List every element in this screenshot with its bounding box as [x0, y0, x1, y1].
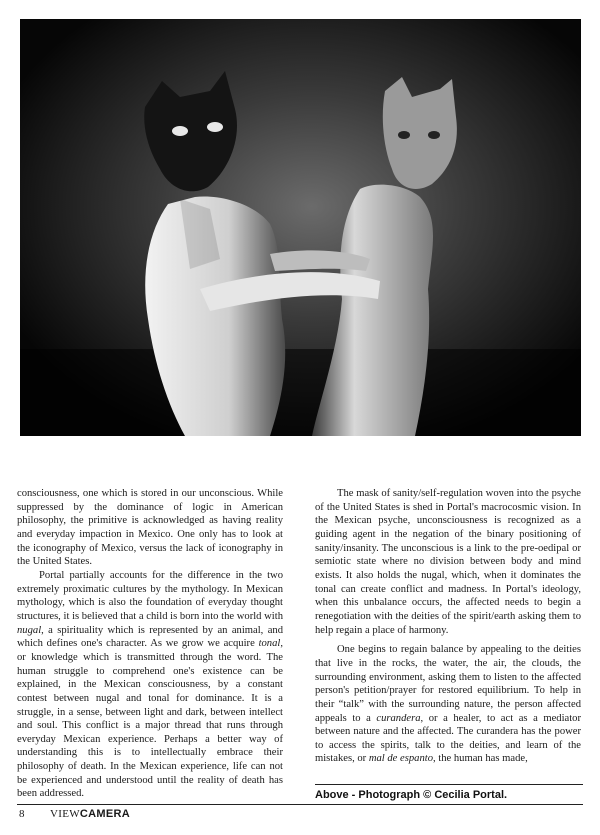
left-paragraph-2: Portal partially accounts for the difference in the two extremely proximatic cultures by the mythology. In Mexican mythology, which is also the foundation of everyday thought structures, it is believed that a child is born into the world with nugal, a spirituality which is represented by an animal, and which defines one's character. As we grow we acquire tonal, or knowledge which is transmitted through the word. The human struggle to comprehend one's existence can be explained, in the Mexican consciousness, by a constant contest between nugal and tonal for dominance. It is a struggle, in a sense, between light and dark, between intellect and soul. This conflict is a major thread that runs through everyday Mexican experience. Perhaps a better way of understanding this is to intellectually embrace their philosophy of death. In the Mexican experience, life can not be experienced and understood until the reality of death has been addressed. [17, 569, 283, 800]
term-mal-de-espanto: mal de espanto [368, 753, 433, 765]
term-tonal: tonal [258, 638, 281, 650]
page-footer [17, 804, 583, 820]
right-paragraph-1: The mask of sanity/self-regulation woven into the psyche of the United States is shed in Portal's macrocosmic vision. In the Mexican psyche, unconsciousness is recognized as a guiding agent in the negation of the binary positioning of sanity/insanity. The unconscious is a link to the pre-oedipal or semiotic state where no division between body and mind exists. It also holds the nugal, which, when it dominates the tonal can create conflict and madness. In Portal's ideology, when this unbalance occurs, the affected needs to begin a renegotiation with the deities of the spirit/earth asking them to help regain a place of harmony. [315, 488, 581, 636]
page-number: 8 [19, 808, 25, 820]
left-paragraph-1: consciousness, one which is stored in our unconscious. While suppressed by the dominance of logic in American philosophy, the primitive is acknowledged as having reality and everyday impaction in Mexico. One only has to look at the iconography of Mexico, versus the lack of iconography in the United States. [17, 488, 283, 568]
term-curandera: curandera [376, 712, 421, 724]
right-paragraph-2: One begins to regain balance by appealing to the deities that live in the rocks, the water, the air, the clouds, the surrounding environment, asking them to listen to the affected person's petition/prayer for restored equilibrium. To help in their “talk” with the surrounding nature, the person affected appeals to a curandera, or a healer, to act as a mediator between nature and the affected. The curandera has the power to access the spirits, talk to the deities, and learn of the mistakes, or mal de espanto, the human has made, [315, 644, 581, 765]
photograph [20, 19, 581, 436]
left-column [17, 487, 283, 801]
right-column [315, 487, 581, 766]
term-nugal: nugal [17, 624, 42, 636]
magazine-name: VIEWCAMERA [50, 808, 130, 820]
photo-caption: Above - Photograph © Cecilia Portal. [315, 784, 583, 801]
